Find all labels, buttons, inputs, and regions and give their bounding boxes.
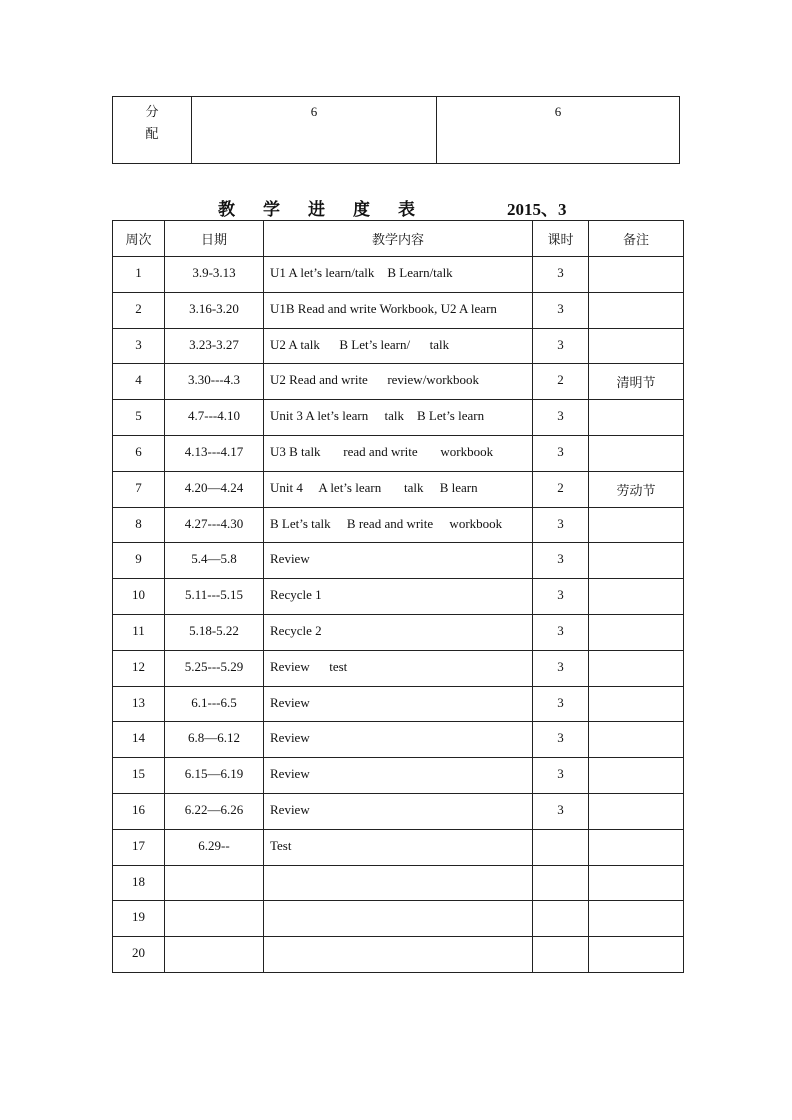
date-cell: 6.1---6.5 xyxy=(165,686,264,722)
table-row xyxy=(113,829,684,865)
table-row xyxy=(113,364,684,400)
hours-cell: 3 xyxy=(533,257,589,293)
allocation-table xyxy=(112,96,680,164)
schedule-title-year: 2015、3 xyxy=(507,200,567,219)
header-week: 周次 xyxy=(113,221,165,257)
table-row xyxy=(113,400,684,436)
date-cell: 4.27---4.30 xyxy=(165,507,264,543)
week-cell: 14 xyxy=(113,722,165,758)
hours-cell: 3 xyxy=(533,758,589,794)
note-cell xyxy=(589,829,684,865)
week-cell: 3 xyxy=(113,328,165,364)
content-cell xyxy=(264,901,533,937)
note-cell xyxy=(589,579,684,615)
note-cell xyxy=(589,507,684,543)
table-row xyxy=(113,328,684,364)
allocation-label xyxy=(113,97,192,164)
table-row xyxy=(113,507,684,543)
date-cell xyxy=(165,865,264,901)
header-content: 教学内容 xyxy=(264,221,533,257)
week-cell: 2 xyxy=(113,292,165,328)
date-cell: 3.23-3.27 xyxy=(165,328,264,364)
date-cell: 6.29-- xyxy=(165,829,264,865)
week-cell: 6 xyxy=(113,435,165,471)
hours-cell: 3 xyxy=(533,543,589,579)
note-cell xyxy=(589,937,684,973)
note-cell xyxy=(589,292,684,328)
date-cell: 6.15—6.19 xyxy=(165,758,264,794)
hours-cell: 2 xyxy=(533,471,589,507)
week-cell: 18 xyxy=(113,865,165,901)
week-cell: 15 xyxy=(113,758,165,794)
week-cell: 1 xyxy=(113,257,165,293)
hours-cell: 3 xyxy=(533,722,589,758)
schedule-title xyxy=(112,195,684,221)
content-cell: Review xyxy=(264,793,533,829)
allocation-label-line1: 分 xyxy=(145,104,159,119)
allocation-value-1: 6 xyxy=(192,97,437,164)
table-row xyxy=(113,901,684,937)
note-cell xyxy=(589,435,684,471)
note-cell: 清明节 xyxy=(589,364,684,400)
hours-cell: 3 xyxy=(533,435,589,471)
week-cell: 8 xyxy=(113,507,165,543)
content-cell: U2 A talk B Let’s learn/ talk xyxy=(264,328,533,364)
table-row xyxy=(113,722,684,758)
table-row xyxy=(113,257,684,293)
week-cell: 20 xyxy=(113,937,165,973)
hours-cell: 3 xyxy=(533,686,589,722)
schedule-table xyxy=(112,220,684,973)
week-cell: 5 xyxy=(113,400,165,436)
hours-cell: 3 xyxy=(533,507,589,543)
date-cell: 4.7---4.10 xyxy=(165,400,264,436)
date-cell: 6.8—6.12 xyxy=(165,722,264,758)
content-cell: Review xyxy=(264,758,533,794)
hours-cell: 3 xyxy=(533,292,589,328)
schedule-body xyxy=(113,257,684,973)
content-cell xyxy=(264,937,533,973)
table-row xyxy=(113,614,684,650)
week-cell: 9 xyxy=(113,543,165,579)
hours-cell xyxy=(533,901,589,937)
content-cell: Test xyxy=(264,829,533,865)
content-cell: Recycle 1 xyxy=(264,579,533,615)
content-cell: U3 B talk read and write workbook xyxy=(264,435,533,471)
content-cell: Review xyxy=(264,686,533,722)
week-cell: 4 xyxy=(113,364,165,400)
hours-cell: 3 xyxy=(533,328,589,364)
date-cell: 3.9-3.13 xyxy=(165,257,264,293)
date-cell: 3.16-3.20 xyxy=(165,292,264,328)
date-cell: 5.25---5.29 xyxy=(165,650,264,686)
header-note: 备注 xyxy=(589,221,684,257)
note-cell xyxy=(589,614,684,650)
note-cell xyxy=(589,257,684,293)
hours-cell: 3 xyxy=(533,793,589,829)
week-cell: 12 xyxy=(113,650,165,686)
content-cell: U1B Read and write Workbook, U2 A learn xyxy=(264,292,533,328)
allocation-row xyxy=(113,97,680,164)
week-cell: 17 xyxy=(113,829,165,865)
date-cell xyxy=(165,937,264,973)
allocation-value-2: 6 xyxy=(437,97,680,164)
content-cell: Unit 3 A let’s learn talk B Let’s learn xyxy=(264,400,533,436)
table-row xyxy=(113,579,684,615)
table-row xyxy=(113,543,684,579)
content-cell xyxy=(264,865,533,901)
table-row xyxy=(113,435,684,471)
date-cell: 5.4—5.8 xyxy=(165,543,264,579)
date-cell: 4.20—4.24 xyxy=(165,471,264,507)
note-cell xyxy=(589,650,684,686)
content-cell: Recycle 2 xyxy=(264,614,533,650)
content-cell: Review xyxy=(264,722,533,758)
header-hours: 课时 xyxy=(533,221,589,257)
header-date: 日期 xyxy=(165,221,264,257)
week-cell: 7 xyxy=(113,471,165,507)
hours-cell: 3 xyxy=(533,614,589,650)
note-cell: 劳动节 xyxy=(589,471,684,507)
table-row xyxy=(113,793,684,829)
hours-cell xyxy=(533,937,589,973)
note-cell xyxy=(589,686,684,722)
table-row xyxy=(113,937,684,973)
note-cell xyxy=(589,901,684,937)
hours-cell: 2 xyxy=(533,364,589,400)
note-cell xyxy=(589,328,684,364)
date-cell: 5.11---5.15 xyxy=(165,579,264,615)
table-row xyxy=(113,758,684,794)
hours-cell: 3 xyxy=(533,579,589,615)
week-cell: 10 xyxy=(113,579,165,615)
schedule-header-row xyxy=(113,221,684,257)
table-row xyxy=(113,471,684,507)
note-cell xyxy=(589,722,684,758)
table-row xyxy=(113,292,684,328)
week-cell: 11 xyxy=(113,614,165,650)
content-cell: Review xyxy=(264,543,533,579)
week-cell: 13 xyxy=(113,686,165,722)
week-cell: 16 xyxy=(113,793,165,829)
week-cell: 19 xyxy=(113,901,165,937)
note-cell xyxy=(589,865,684,901)
table-row xyxy=(113,686,684,722)
note-cell xyxy=(589,400,684,436)
hours-cell: 3 xyxy=(533,650,589,686)
content-cell: B Let’s talk B read and write workbook xyxy=(264,507,533,543)
content-cell: U1 A let’s learn/talk B Learn/talk xyxy=(264,257,533,293)
note-cell xyxy=(589,793,684,829)
hours-cell xyxy=(533,865,589,901)
date-cell: 3.30---4.3 xyxy=(165,364,264,400)
date-cell: 5.18-5.22 xyxy=(165,614,264,650)
date-cell: 6.22—6.26 xyxy=(165,793,264,829)
content-cell: Unit 4 A let’s learn talk B learn xyxy=(264,471,533,507)
content-cell: Review test xyxy=(264,650,533,686)
note-cell xyxy=(589,543,684,579)
schedule-title-text: 教学进度表 xyxy=(218,200,443,220)
note-cell xyxy=(589,758,684,794)
table-row xyxy=(113,650,684,686)
date-cell xyxy=(165,901,264,937)
allocation-label-line2: 配 xyxy=(145,126,159,141)
hours-cell xyxy=(533,829,589,865)
date-cell: 4.13---4.17 xyxy=(165,435,264,471)
hours-cell: 3 xyxy=(533,400,589,436)
content-cell: U2 Read and write review/workbook xyxy=(264,364,533,400)
table-row xyxy=(113,865,684,901)
